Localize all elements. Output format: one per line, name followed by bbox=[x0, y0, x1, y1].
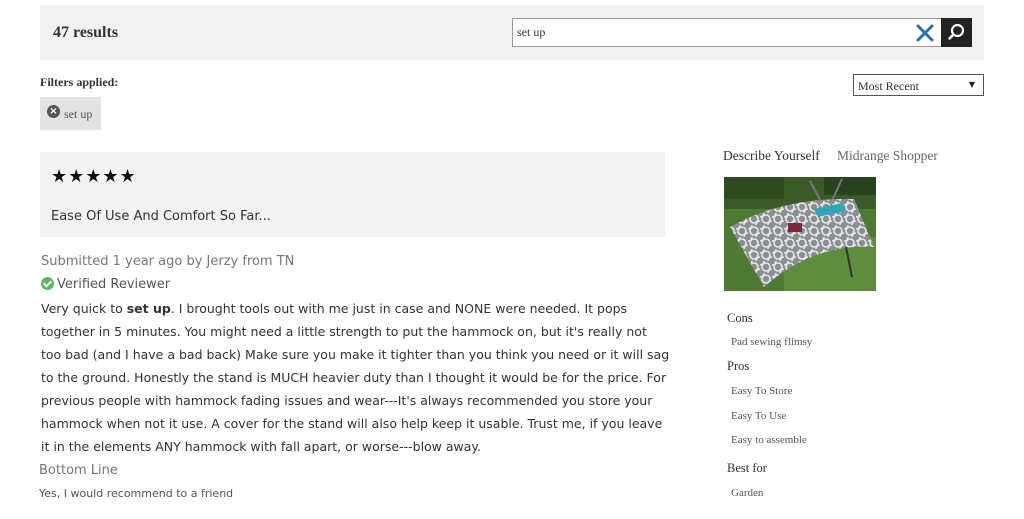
pros-item: Easy To Use bbox=[731, 410, 787, 422]
review-body-highlight: set up bbox=[126, 301, 171, 316]
review-header bbox=[40, 152, 665, 237]
hammock-photo bbox=[724, 177, 876, 291]
results-count: 47 results bbox=[53, 24, 119, 41]
verified-label: Verified Reviewer bbox=[57, 277, 171, 292]
describe-yourself-label: Describe Yourself bbox=[723, 148, 820, 163]
remove-filter-icon[interactable]: × bbox=[47, 105, 60, 118]
pros-item: Easy to assemble bbox=[731, 434, 807, 446]
review-body-lead: Very quick to bbox=[41, 301, 127, 316]
describe-yourself-value: Midrange Shopper bbox=[837, 148, 938, 163]
filters-applied-label: Filters applied: bbox=[40, 75, 119, 89]
star-rating: ★★★★★ bbox=[51, 166, 137, 187]
best-for-item: Garden bbox=[731, 487, 764, 499]
review-photo[interactable] bbox=[724, 177, 876, 291]
results-header bbox=[40, 5, 984, 60]
bottom-line-label: Bottom Line bbox=[39, 463, 118, 478]
verified-reviewer-badge bbox=[41, 277, 170, 292]
search-icon bbox=[941, 18, 972, 47]
close-icon bbox=[915, 23, 935, 43]
sort-selected-value: Most Recent bbox=[858, 79, 919, 93]
review-body bbox=[41, 297, 671, 458]
search-button[interactable] bbox=[941, 18, 972, 47]
check-circle-icon bbox=[41, 277, 54, 290]
caret-down-icon: ▼ bbox=[968, 80, 975, 89]
best-for-heading: Best for bbox=[727, 461, 767, 475]
sort-select[interactable] bbox=[853, 74, 984, 96]
clear-search-button[interactable] bbox=[915, 23, 935, 43]
cons-item: Pad sewing flimsy bbox=[731, 336, 813, 348]
review-body-rest: . I brought tools out with me just in case and NONE were needed. It pops together in 5 minutes. You might need a little strength to put the hammock on, but it's really not too bad (and I have a bad back) Make sure you make it tighter than you think you need or it will sag to the ground. Honestly the stand is MUCH heavier duty than I thought it would be for the price. For previous people with hammock fading issues and wear---It's always recommended you store your hammock when not it use. A cover for the stand will also help keep it usable. Trust me, if you leave it in the elements ANY hammock with fall apart, or worse---blow away. bbox=[41, 301, 670, 454]
cons-heading: Cons bbox=[727, 311, 753, 325]
pros-heading: Pros bbox=[727, 359, 750, 373]
review-submitted-info: Submitted 1 year ago by Jerzy from TN bbox=[41, 254, 295, 269]
search-input[interactable] bbox=[517, 22, 907, 43]
search-box bbox=[512, 18, 972, 47]
pros-item: Easy To Store bbox=[731, 385, 793, 397]
filter-chip-set-up[interactable] bbox=[40, 97, 101, 130]
review-title: Ease Of Use And Comfort So Far... bbox=[51, 209, 271, 224]
bottom-line-value: Yes, I would recommend to a friend bbox=[39, 487, 234, 500]
filter-chip-label: set up bbox=[64, 107, 93, 121]
